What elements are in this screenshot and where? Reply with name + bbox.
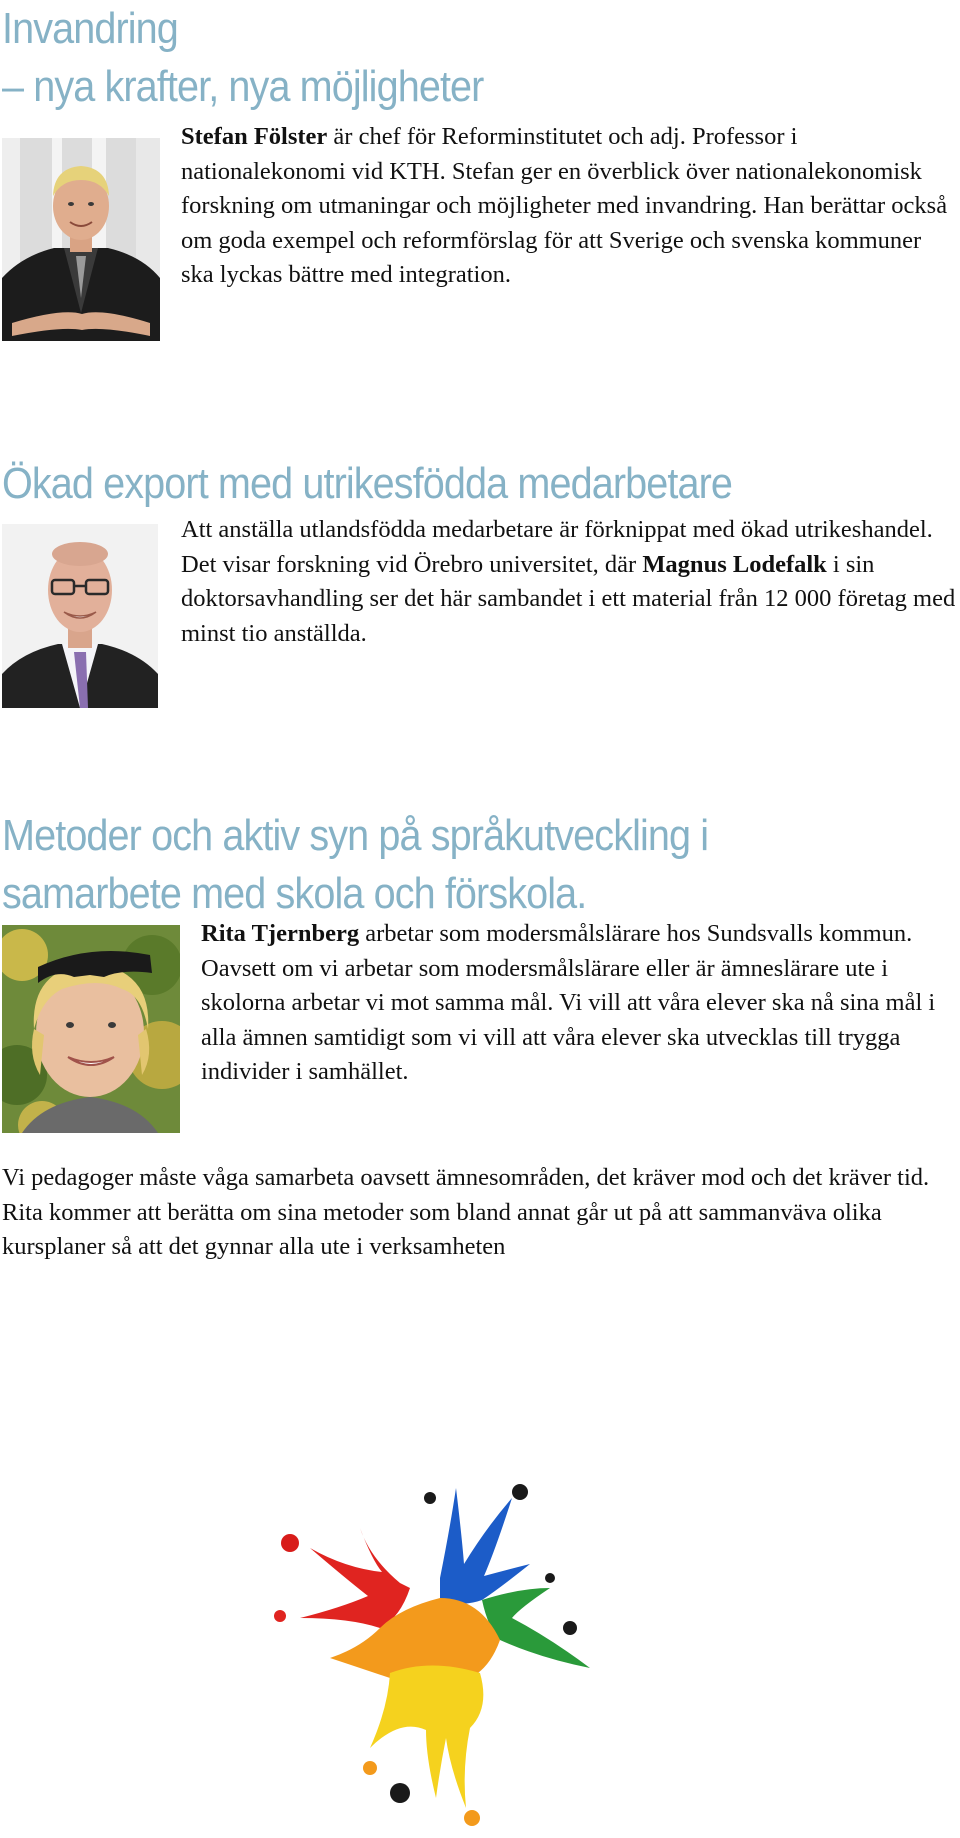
heading-line: – nya krafter, nya möjligheter [2, 62, 484, 111]
heading-line: Ökad export med utrikesfödda medarbetare [2, 459, 733, 508]
rita-tjernberg-bio [201, 917, 956, 1090]
bio-text: är chef för Reforminstitutet och adj. Professor i nationalekonomi vid KTH. Stefan ger en överblick över nationalekonomisk forskning om utmaningar och möjligheter med invandring. Han berättar också om goda exempel och reformförslag för att Sverige och svenska kommuner ska lyckas bättre med integration. [181, 123, 948, 288]
heading-line: samarbete med skola och förskola. [2, 869, 587, 918]
stefan-folster-photo [2, 138, 160, 341]
closing-paragraph: Vi pedagoger måste våga samarbeta oavsett ämnesområden, det kräver mod och det kräver tid. Rita kommer att berätta om sina metoder som bland annat går ut på att sammanväva olika kursplaner så att det gynnar alla ute i verksamheten [2, 1164, 930, 1260]
magnus-lodefalk-bio [181, 513, 956, 651]
section-heading-export [2, 455, 732, 513]
person-name: Magnus Lodefalk [642, 550, 827, 578]
person-name: Stefan Fölster [181, 123, 328, 150]
magnus-lodefalk-photo [2, 524, 158, 708]
bio-text: Att anställa utlandsfödda medarbetare är förknippat med ökad utrikeshandel. Det visar forskning vid Örebro universitet, där [181, 516, 933, 578]
bio-text: i sin doktorsavhandling ser det här sambandet i ett material från 12 000 företag med minst tio anställda. [181, 550, 956, 647]
heading-line: Invandring [2, 4, 178, 53]
section-heading-metoder [2, 807, 708, 923]
paint-splash-illustration [250, 1468, 650, 1833]
heading-line: Metoder och aktiv syn på språkutveckling i [2, 811, 709, 860]
person-name: Rita Tjernberg [201, 920, 360, 947]
bio-text: arbetar som modersmålslärare hos Sundsvalls kommun. Oavsett om vi arbetar som modersmålslärare eller är ämneslärare ute i skolorna arbetar vi mot samma mål. Vi vill att våra elever ska nå sina mål i alla ämnen samtidigt som vi vill att våra elever ska utvecklas till trygga individer i samhället. [201, 920, 936, 1085]
section-heading-invandring [2, 0, 483, 116]
stefan-folster-bio [181, 120, 951, 293]
rita-tjernberg-photo [2, 925, 180, 1133]
